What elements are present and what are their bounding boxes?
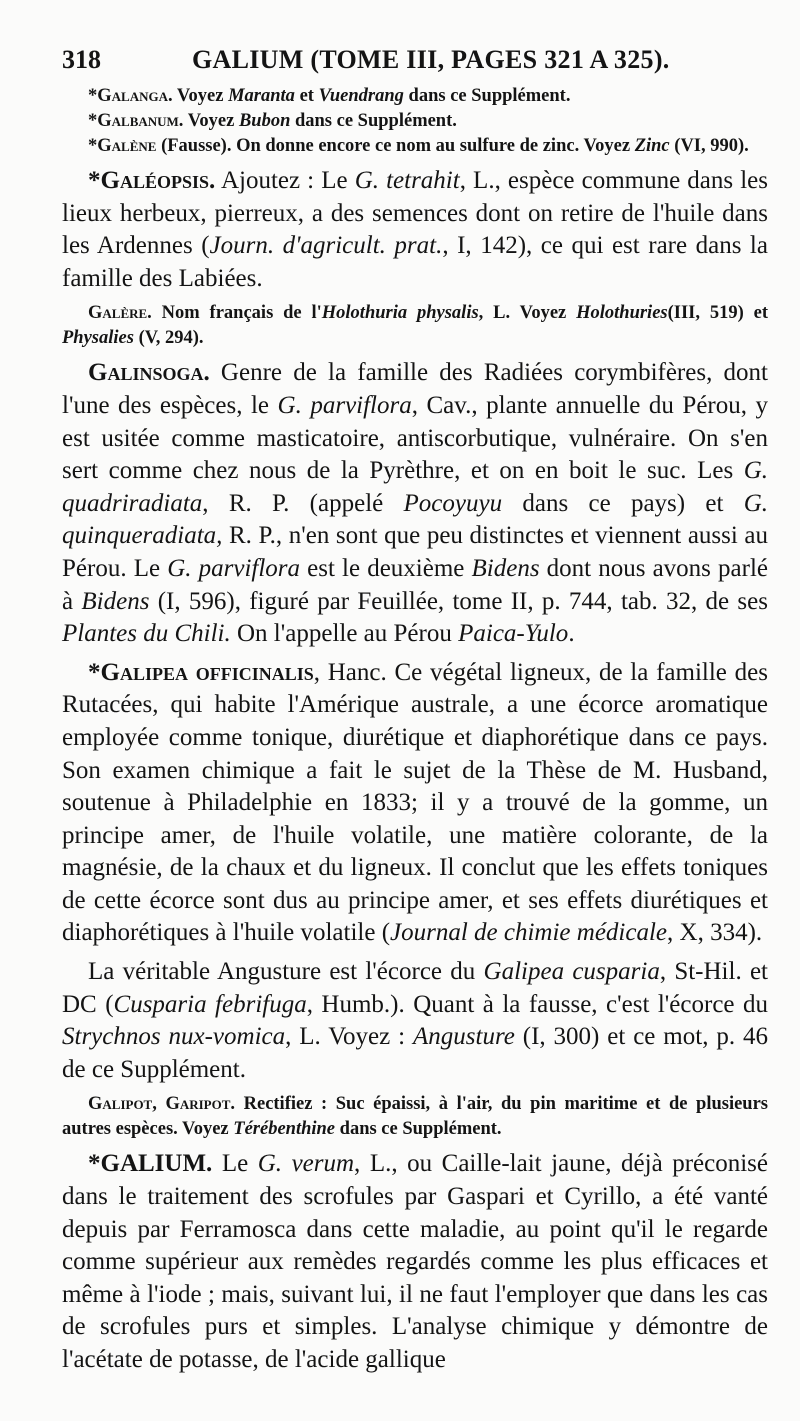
entry-head: *Galbanum. [88, 111, 184, 131]
entry-galipot: Galipot, Garipot. Rectifiez : Suc épaissi, à l'air, du pin maritime et de plusieurs autres espèces. Voyez Térébenthine dans ce Supplément. [62, 1094, 769, 1140]
entry-head: *Galipea officinalis [88, 658, 314, 686]
entry-galene: *Galène (Fausse). On donne encore ce nom au sulfure de zinc. Voyez Zinc (VI, 990). [88, 136, 749, 156]
entry-head: Galinsoga. [88, 359, 210, 387]
entry-head: *Galanga. [88, 86, 173, 106]
running-title: GALIUM (TOME III, PAGES 321 A 325). [192, 45, 670, 74]
entry-head: *Galène [88, 136, 157, 156]
body-text [62, 84, 768, 1377]
entry-galere: Galère. Nom français de l'Holothuria physalis, L. Voyez Holothuries(III, 519) et Physalies (V, 294). [62, 303, 769, 349]
entry-head: *GALIUM. [88, 1150, 213, 1178]
entry-head: *Galéopsis. [88, 167, 216, 194]
page-header [62, 40, 762, 80]
entry-galeopsis: *Galéopsis. Ajoutez : Le G. tetrahit, L., espèce commune dans les lieux herbeux, pierreux, a des semences dont on retire de l'huile dans les Ardennes (Journ. d'agricult. prat., I, 142), ce qui est rare dans la famille des Labiées. [62, 167, 768, 292]
page-number: 318 [62, 45, 101, 74]
entry-galbanum: *Galbanum. Voyez Bubon dans ce Supplément. [88, 111, 457, 131]
entry-galipea-officinalis: *Galipea officinalis, Hanc. Ce végétal ligneux, de la famille des Rutacées, qui habite l'Amérique australe, a une écorce aromatique employée comme tonique, diurétique et diaphorétique dans ce pays. Son examen chimique a fait le sujet de la Thèse de M. Husband, soutenue à Philadelphie en 1833; il y a trouvé de la gomme, un principe amer, de l'huile volatile, une matière colorante, de la magnésie, de la chaux et du ligneux. Il conclut que les effets toniques de cette écorce sont dus au principe amer, et ses effets diurétiques et diaphorétiques à l'huile volatile (Journal de chimie médicale, X, 334). [62, 658, 768, 947]
entry-galinsoga: Galinsoga. Genre de la famille des Radiées corymbifères, dont l'une des espèces, le G. parviflora, Cav., plante annuelle du Pérou, y est usitée comme masticatoire, antiscorbutique, vulnéraire. On s'en sert comme chez nous de la Pyrèthre, et on en boit le suc. Les G. quadriradiata, R. P. (appelé Pocoyuyu dans ce pays) et G. quinqueradiata, R. P., n'en sont que peu distinctes et viennent aussi au Pérou. Le G. parviflora est le deuxième Bidens dont nous avons parlé à Bidens (I, 596), figuré par Feuillée, tome II, p. 744, tab. 32, de ses Plantes du Chili. On l'appelle au Pérou Paica-Yulo. [62, 359, 768, 648]
entry-galanga: *Galanga. Voyez Maranta et Vuendrang dans ce Supplément. [88, 86, 571, 106]
entry-head: Galipot, Garipot. [88, 1094, 236, 1115]
entry-angusture-paragraph: La véritable Angusture est l'écorce du Galipea cusparia, St-Hil. et DC (Cusparia febrifuga, Humb.). Quant à la fausse, c'est l'écorce du Strychnos nux-vomica, L. Voyez : Angusture (I, 300) et ce mot, p. 46 de ce Supplément. [62, 958, 768, 1083]
entry-head: Galère. [88, 303, 152, 324]
entry-galium: *GALIUM. Le G. verum, L., ou Caille-lait jaune, déjà préconisé dans le traitement des scrofules par Gaspari et Cyrillo, a été vanté depuis par Ferramosca dans cette maladie, au point qu'il le regarde comme supérieur aux remèdes regardés comme les plus efficaces et même à l'iode ; mais, suivant lui, il ne faut l'employer que dans les cas de scrofules purs et simples. L'analyse chimique y démontre de l'acétate de potasse, de l'acide gallique [62, 1150, 768, 1373]
